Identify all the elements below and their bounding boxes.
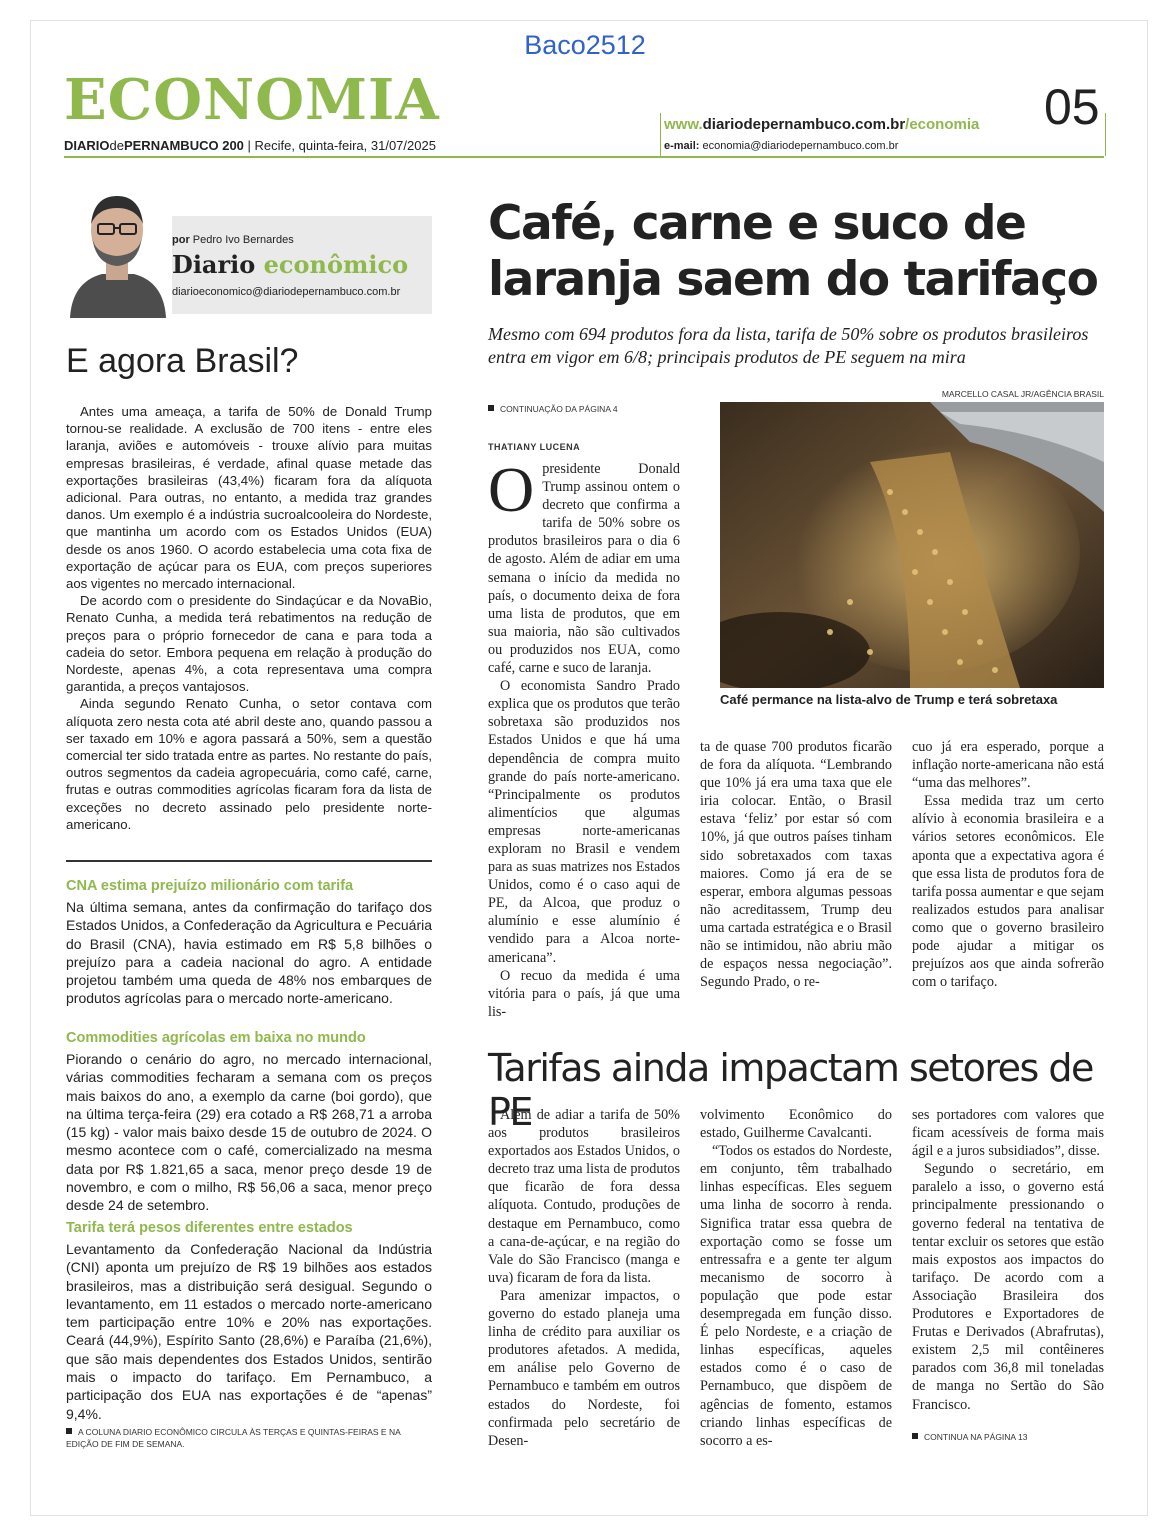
brand-pernambuco: PERNAMBUCO [123, 138, 219, 153]
column-paragraph: Antes uma ameaça, a tarifa de 50% de Donald Trump tornou-se realidade. A exclusão de 700 itens - entre eles laranja, aviões e automóveis - trouxe alívio para muitas empresas brasileiras, é verdade, afinal quase metade das exportações brasileiras (43,4%) ficaram fora da alíquota adicional. Para outras, no entanto, a medida traz grandes danos. Um exemplo é a indústria sucroalcooleira do Nordeste, que mantinha um acordo com os Estados Unidos (EUA) desde os anos 1960. O acordo estabelecia uma cota fixa de exportação de açúcar para os EUA, com preços superiores aos vigentes no mercado internacional. [66, 404, 432, 592]
email-line [664, 140, 898, 152]
columnist-avatar [62, 178, 172, 318]
byline-por: por [172, 234, 190, 246]
column-body [66, 403, 432, 833]
article-column-2 [700, 738, 892, 991]
column-headline: E agora Brasil? [66, 342, 299, 380]
brand-de: de [109, 138, 124, 153]
column-email[interactable]: diarioeconomico@diariodepernambuco.com.br [172, 286, 401, 298]
column-paragraph: Ainda segundo Renato Cunha, o setor contava com alíquota zero nesta cota até abril deste ano, quando passou a ser taxado em 10% e agora passará a 50%, sem a questão comercial ter sido tratada entre as partes. No restante do país, outros segmentos da cadeia agropecuária, como café, carne, frutas e outras commodities agrícolas ficaram fora da lista de exceções no decreto assinado pelo presidente norte-americano. [66, 696, 432, 832]
article-paragraph: presidente Donald Trump assinou ontem o decreto que confirma a tarifa de 50% sobre os produtos brasileiros para o dia 6 de agosto. Além de adiar em uma semana o início da medida no país, o documento deixa de fora uma lista de produtos, que em sua maioria, não são cultivados ou produzidos nos EUA, como café, carne e suco de laranja. [488, 461, 680, 677]
continued-on-text: CONTINUA NA PÁGINA 13 [924, 1432, 1028, 1442]
brand-diario: DIARIO [64, 138, 110, 153]
site-domain: diariodepernambuco.com.br [702, 116, 906, 133]
coffee-beans-photo [720, 402, 1104, 688]
article-paragraph: O economista Sandro Prado explica que os produtos que terão sobretaxa são produzidos nos Estados Unidos e que há uma dependência de compra muito grande do país norte-americano. “Principalmente os produtos alimentícios que algumas empresas norte-americanas exploram no Brasil e vendem para as suas matrizes nos Estados Unidos, como é o caso aqui de PE, da Alcoa, que produz o alumínio e esse alumínio é vendido para a Alcoa norte-americana”. [488, 678, 680, 966]
photo-credit: MARCELLO CASAL JR/AGÊNCIA BRASIL [941, 389, 1104, 399]
photo-caption: Café permance na lista-alvo de Trump e terá sobretaxa [720, 692, 1058, 707]
note-text: Piorando o cenário do agro, no mercado internacional, várias commodities fecharam a semana com os preços mais baixos do ano, a exemplo da carne (boi gordo), que na última terça-feira (29) era cotado a R$ 268,71 a arroba (15 kg) - valor mais baixo desde 15 de outubro de 2024. O mesmo acontece com o café, comercializado na mesma data por R$ 1.821,65 a saca, menor preço desde 19 de novembro, e com o milho, R$ 56,06 a saca, menor preço desde 24 de setembro. [66, 1051, 432, 1214]
article2-column-3 [912, 1106, 1104, 1414]
article-deck: Mesmo com 694 produtos fora da lista, tarifa de 50% sobre os produtos brasileiros entra em vigor em 6/8; principais produtos de PE seguem na mira [488, 324, 1089, 367]
note-title: Commodities agrícolas em baixa no mundo [66, 1030, 366, 1046]
page-number: 05 [1040, 82, 1104, 132]
continued-from-text: CONTINUAÇÃO DA PÁGINA 4 [500, 404, 618, 414]
article2-column-1 [488, 1106, 680, 1450]
section-title: ECONOMIA [64, 67, 440, 133]
article-author: THATIANY LUCENA [488, 442, 581, 452]
article2-paragraph: Além de adiar a tarifa de 50% aos produtos brasileiros exportados aos Estados Unidos, o decreto traz uma lista de produtos que ficarão de fora dessa alíquota. Contudo, produções de destaque em Pernambuco, como a cana-de-açúcar, e na região do Vale do São Francisco (manga e uva) ficaram de fora da lista. [488, 1107, 680, 1286]
article2-paragraph: “Todos os estados do Nordeste, em conjunto, têm trabalhado linhas específicas. Eles seguem uma linha de socorro à renda. Significa tratar essa quebra de exportação como se fosse um entressafra e a gente ter algum mecanismo de socorro à população que pode estar desempregada em função disso. É pelo Nordeste, e a criação de linhas específicas, aqueles estados como é o caso de Pernambuco, que dispõem de agências de fomento, estamos criando linhas específicas de socorro a es- [700, 1143, 892, 1449]
article-paragraph: O recuo da medida é uma vitória para o país, já que uma lis- [488, 967, 680, 1020]
column-footnote [66, 1426, 432, 1450]
article2-paragraph: volvimento Econômico do estado, Guilherme Cavalcanti. [700, 1107, 892, 1142]
email-address[interactable]: economia@diariodepernambuco.com.br [702, 140, 899, 152]
watermark: Baco2512 [524, 30, 646, 60]
note-title: Tarifa terá pesos diferentes entre estados [66, 1220, 353, 1236]
note-text: Levantamento da Confederação Nacional da Indústria (CNI) aponta um prejuízo de R$ 19 bilhões aos estados brasileiros, mas a distribuição será desigual. Segundo o levantamento, em 11 estados o mercado norte-americano tem participação entre 10% e 20% nas exportações. Ceará (44,9%), Espírito Santo (28,6%) e Paraíba (21,6%), que são mais dependentes dos Estados Unidos, sentirão mais o impacto do tarifaço. Em Pernambuco, a participação dos EUA nas exportações é de “apenas” 9,4%. [66, 1241, 432, 1422]
dropcap: O [488, 454, 535, 525]
byline-author: Pedro Ivo Bernardes [192, 234, 294, 246]
continued-from [488, 404, 618, 414]
article2-paragraph: ses portadores com valores que ficam acessíveis de forma mais ágil e a juros subsidiados”, disse. [912, 1107, 1104, 1160]
article2-paragraph: Para amenizar impactos, o governo do estado planeja uma linha de crédito para auxiliar os produtores afetados. A medida, em análise pelo Governo de Pernambuco e também em outros estados do Nordeste, foi confirmada pelo secretário de Desen- [488, 1287, 680, 1449]
email-label: e-mail: [664, 140, 700, 152]
brand-line [64, 138, 436, 153]
column-byline [172, 234, 294, 246]
brand-200: 200 [222, 138, 244, 153]
continued-on [912, 1432, 1027, 1442]
article2-paragraph: Segundo o secretário, em paralelo a isso, o governo está principalmente pressionando o governo federal na tentativa de tentar excluir os setores que estão mais expostos aos impactos do tarifaço. De acordo com a Associação Brasileira dos Produtores e Exportadores de Frutas e Derivados (Abrafrutas), existem 2,5 mil contêineres parados com 36,8 mil toneladas de manga no Sertão do São Francisco. [912, 1161, 1104, 1413]
column-separator [66, 860, 432, 862]
note-text: Na última semana, antes da confirmação do tarifaço dos Estados Unidos, a Confederação da Agricultura e Pecuária do Brasil (CNA), havia estimado em R$ 5,8 bilhões o prejuízo para a cadeia nacional do agro. A entidade projetou também uma queda de 48% nos embarques de produtos agrícolas para o mercado norte-americano. [66, 899, 432, 1007]
column-paragraph: De acordo com o presidente do Sindaçúcar e da NovaBio, Renato Cunha, a medida terá rebatimentos na redução de preços para o próprio fornecedor de cana e para toda a cadeia do setor. Embora pequena em relação à produção do Nordeste, apenas 4%, a cota representava uma compra garantida, a preços vantajosos. [66, 593, 432, 695]
place-date: | Recife, quinta-feira, 31/07/2025 [247, 138, 436, 153]
article2-column-2 [700, 1106, 892, 1450]
article2-headline: Tarifas ainda impactam setores de PE [488, 1046, 1093, 1134]
article-column-3 [912, 738, 1104, 991]
column-name-b: econômico [263, 250, 409, 279]
note-title: CNA estima prejuízo milionário com tarifa [66, 878, 354, 894]
column-name [172, 250, 408, 279]
article-paragraph: Essa medida traz um certo alívio à economia brasileira e a vários setores econômicos. Ele aponta que a expectativa agora é que essa lista de produtos fora de tarifa possa aumentar e que sejam realizados estudos para analisar como que o governo brasileiro pode ajudar a mitigar os prejuízos aos que ainda sofrerão com o tarifaço. [912, 793, 1104, 991]
column-footnote-text: A COLUNA DIARIO ECONÔMICO CIRCULA ÀS TERÇAS E QUINTAS-FEIRAS E NA EDIÇÃO DE FIM DE SEMANA. [66, 1427, 401, 1449]
article-headline: Café, carne e suco de laranja saem do tarifaço [488, 196, 1098, 307]
masthead-rule [64, 156, 1104, 158]
site-www: www. [664, 116, 703, 133]
article-column-1 [488, 454, 680, 1021]
article-paragraph: cuo já era esperado, porque a inflação norte-americana não está “uma das melhores”. [912, 739, 1104, 792]
site-link[interactable] [664, 116, 979, 133]
site-path: /economia [905, 116, 980, 133]
article-paragraph: ta de quase 700 produtos ficarão de fora da alíquota. “Lembrando que 10% já era uma taxa que ele iria colocar. Então, o Brasil estava ‘feliz’ por estar só com 10%, já que outros países tinham sido sobretaxados com taxas maiores. Como já era de se esperar, embora algumas pessoas não acreditassem, Trump deu uma cartada estratégica e o Brasil não se intimidou, não abriu mão de espaços nessa negociação”. Segundo Prado, o re- [700, 739, 892, 991]
column-name-a: Diario [172, 250, 256, 279]
